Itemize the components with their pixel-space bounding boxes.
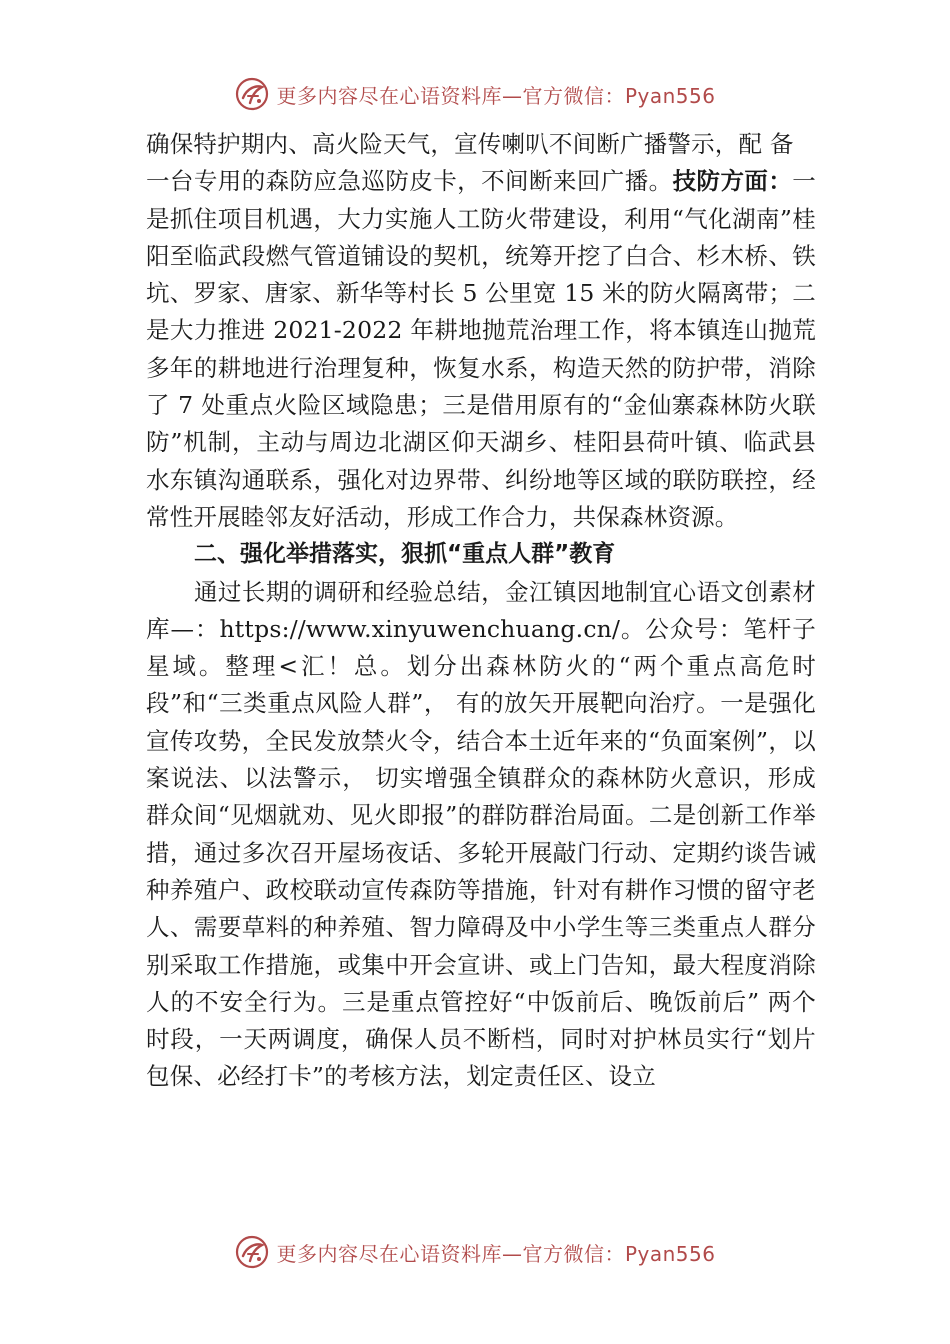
paragraph-tech-defense (146, 126, 816, 536)
bold-label-tech-defense: 技防方面： (672, 167, 793, 196)
brand-logo-icon (234, 76, 270, 112)
footer-banner-text: 更多内容尽在心语资料库—官方微信：Pyan556 (276, 1241, 716, 1266)
brand-logo-icon (234, 1234, 270, 1270)
paragraph-text: 一是抓住项目机遇，大力实施人工防火带建设，利用“气化湖南”桂阳至临武段燃气管道铺设的契机，统筹开挖了白合、杉木桥、铁坑、罗家、唐家、新华等村长 5 公里宽 15 米的防火隔离带；二是大力推进 2021-2022 年耕地抛荒治理工作，将本镇连山抛荒多年的耕地进行治理复种，恢复水系，构造天然的防护带，消除了 7 处重点火险区域隐患；三是借用原有的“金仙寨森林防火联防”机制，主动与周边北湖区仰天湖乡、桂阳县荷叶镇、临武县水东镇沟通联系，强化对边界带、纠纷地等区域的联防联控，经常性开展睦邻友好活动，形成工作合力，共保森林资源。 (146, 167, 816, 531)
paragraph-line: 确保特护期内、高火险天气，宣传喇叭不间断广播警示，配 备 (146, 130, 794, 158)
paragraph-key-groups: 通过长期的调研和经验总结，金江镇因地制宜心语文创素材库—：https://www.xinyuwenchuang.cn/。公众号：笔杆子星域。整理<汇！总。划分出森林防火的“两个重点高危时段”和“三类重点风险人群”， 有的放矢开展靶向治疗。一是强化宣传攻势，全民发放禁火令，结合本土近年来的“负面案例”，以案说法、以法警示， 切实增强全镇群众的森林防火意识，形成群众间“见烟就劝、见火即报”的群防群治局面。二是创新工作举措，通过多次召开屋场夜话、多轮开展敲门行动、定期约谈告诫种养殖户、政校联动宣传森防等措施，针对有耕作习惯的留守老人、需要草料的种养殖、智力障碍及中小学生等三类重点人群分别采取工作措施，或集中开会宣讲、或上门告知，最大程度消除人的不安全行为。三是重点管控好“中饭前后、晚饭前后” 两个时段，一天两调度，确保人员不断档，同时对护林员实行“划片包保、必经打卡”的考核方法，划定责任区、设立 (146, 577, 817, 1091)
paragraph-line: 一台专用的森防应急巡防皮卡，不间断来回广播。 (146, 167, 673, 196)
header-banner-text: 更多内容尽在心语资料库—官方微信：Pyan556 (276, 83, 716, 108)
document-body (146, 126, 816, 1096)
header-banner (0, 72, 950, 116)
section-heading: 二、强化举措落实，狠抓“重点人群”教育 (194, 541, 616, 568)
footer-banner (0, 1230, 950, 1274)
